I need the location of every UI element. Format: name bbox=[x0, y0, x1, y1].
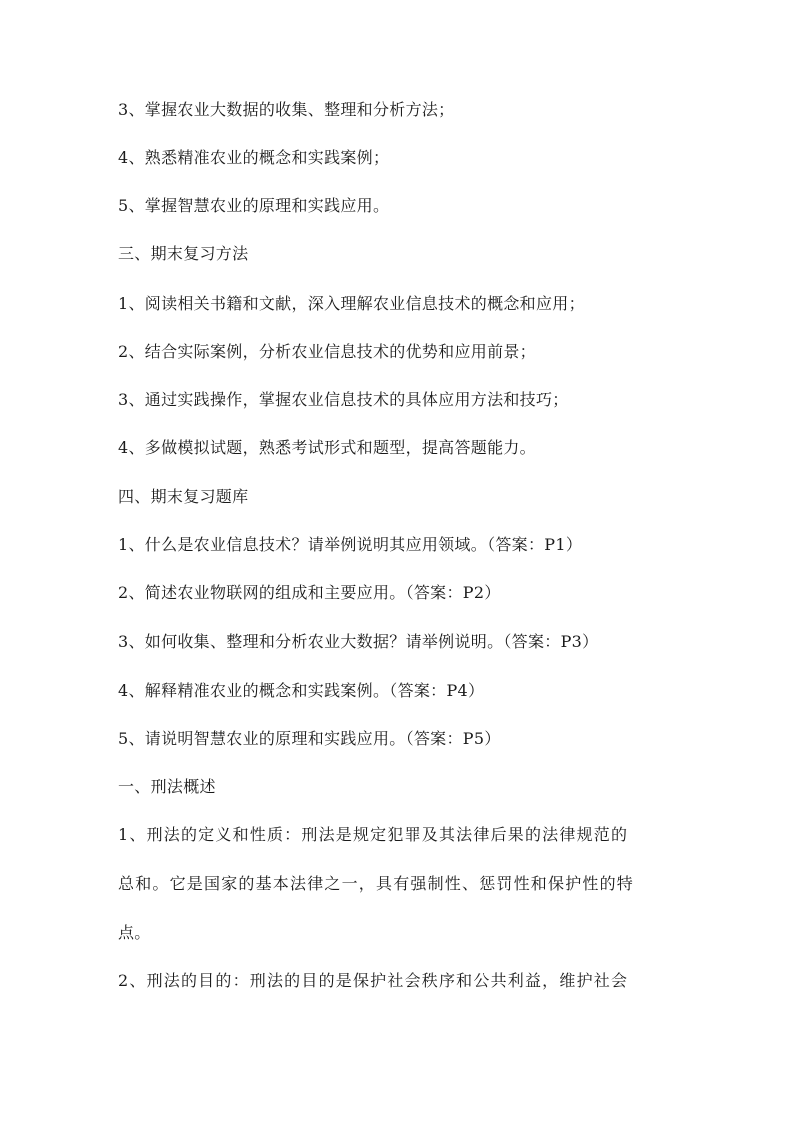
question-item-1: 1、什么是农业信息技术？请举例说明其应用领域。（答案：P1） bbox=[118, 535, 583, 554]
section-heading-review-methods: 三、期末复习方法 bbox=[118, 244, 249, 263]
review-method-item-2: 2、结合实际案例，分析农业信息技术的优势和应用前景； bbox=[118, 342, 536, 361]
section-heading-criminal-law: 一、刑法概述 bbox=[118, 777, 216, 796]
paragraph-line: 1、刑法的定义和性质：刑法是规定犯罪及其法律后果的法律规范的 bbox=[118, 825, 629, 844]
review-goal-item-3: 3、掌握农业大数据的收集、整理和分析方法； bbox=[118, 100, 455, 119]
paragraph-line: 点。 bbox=[118, 923, 151, 942]
review-method-item-1: 1、阅读相关书籍和文献，深入理解农业信息技术的概念和应用； bbox=[118, 294, 585, 313]
review-method-item-3: 3、通过实践操作，掌握农业信息技术的具体应用方法和技巧； bbox=[118, 390, 569, 409]
section-heading-question-bank: 四、期末复习题库 bbox=[118, 487, 249, 506]
question-item-2: 2、简述农业物联网的组成和主要应用。（答案：P2） bbox=[118, 583, 501, 602]
paragraph-line: 2、刑法的目的：刑法的目的是保护社会秩序和公共利益，维护社会 bbox=[118, 971, 629, 990]
question-item-4: 4、解释精准农业的概念和实践案例。（答案：P4） bbox=[118, 681, 485, 700]
question-item-5: 5、请说明智慧农业的原理和实践应用。（答案：P5） bbox=[118, 729, 501, 748]
review-method-item-4: 4、多做模拟试题，熟悉考试形式和题型，提高答题能力。 bbox=[118, 438, 536, 457]
paragraph-line: 总和。它是国家的基本法律之一，具有强制性、惩罚性和保护性的特 bbox=[118, 874, 635, 893]
review-goal-item-4: 4、熟悉精准农业的概念和实践案例； bbox=[118, 148, 390, 167]
review-goal-item-5: 5、掌握智慧农业的原理和实践应用。 bbox=[118, 196, 390, 215]
question-item-3: 3、如何收集、整理和分析农业大数据？请举例说明。（答案：P3） bbox=[118, 632, 599, 651]
